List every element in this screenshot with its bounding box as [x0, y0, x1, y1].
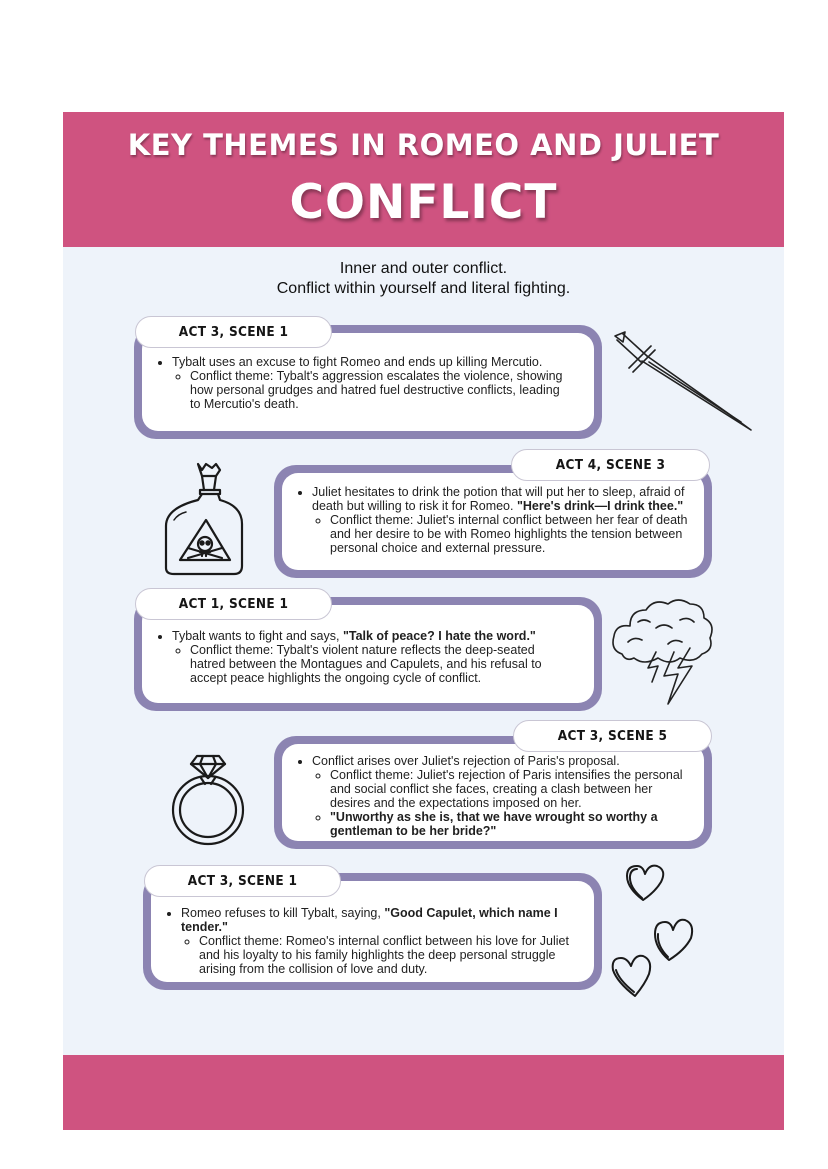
card-body [158, 355, 572, 411]
scene-tab-1: ACT 3, SCENE 1 [135, 316, 332, 348]
card-bullet [312, 485, 692, 555]
scene-tab-5: ACT 3, SCENE 1 [144, 865, 341, 897]
header-band [63, 112, 784, 247]
sword-icon [611, 328, 759, 434]
bullet-quote: "Here's drink—I drink thee." [516, 499, 684, 513]
bullet-text: Juliet hesitates to drink the potion that will put her to sleep, afraid of death but willing to risk it for Romeo. [312, 485, 685, 513]
card-body [158, 629, 572, 685]
bullet-quote: "Talk of peace? I hate the word." [342, 629, 536, 643]
card-body [298, 485, 692, 555]
card-bullet [312, 754, 692, 838]
footer-band [63, 1055, 784, 1130]
bullet-text: Tybalt uses an excuse to fight Romeo and ends up killing Mercutio. [172, 355, 543, 369]
intro-line-2: Conflict within yourself and literal fighting. [276, 280, 571, 297]
card-sub-bullet: ◦ Conflict theme: Romeo's internal conflict between his love for Juliet and his loyalty to his family highlights the deep personal struggle arising from the collision of love and duty. [199, 934, 572, 976]
scene-tab-3: ACT 1, SCENE 1 [135, 588, 332, 620]
card-bullet [181, 906, 572, 976]
bullet-quote: "Good Capulet, which name I tender." [181, 906, 558, 934]
scene-card-4 [274, 736, 712, 849]
card-sub-bullet: ◦ Conflict theme: Juliet's rejection of Paris intensifies the personal and social conflict she faces, creating a clash between her desires and the expectations imposed on her. [330, 768, 692, 810]
diamond-ring-icon [167, 746, 251, 850]
bullet-text: Conflict arises over Juliet's rejection of Paris's proposal. [312, 754, 620, 768]
poster-title: CONFLICT [289, 175, 558, 230]
scene-card-2 [274, 465, 712, 578]
card-bullet [172, 629, 572, 685]
hearts-icon [609, 860, 699, 1000]
poison-bottle-icon [158, 460, 250, 578]
card-sub-bullet-quote [330, 810, 692, 838]
scene-tab-4: ACT 3, SCENE 5 [513, 720, 712, 752]
storm-cloud-icon [608, 592, 718, 710]
card-sub-bullet: ◦ Conflict theme: Tybalt's aggression escalates the violence, showing how personal grudges and hatred fuel destructive conflicts, leading to Mercutio's death. [190, 369, 572, 411]
intro-line-1: Inner and outer conflict. [339, 260, 508, 277]
sub-bullet-quote: "Unworthy as she is, that we have wrought so worthy a gentleman to be her bride?" [330, 810, 658, 838]
card-body [167, 906, 572, 976]
card-bullet [172, 355, 572, 411]
card-body [298, 754, 692, 838]
intro-text [63, 259, 784, 299]
poster-sheet [63, 112, 784, 1130]
card-sub-bullet: ◦ Conflict theme: Tybalt's violent nature reflects the deep-seated hatred between the Montagues and Capulets, and his refusal to accept peace highlights the ongoing cycle of conflict. [190, 643, 572, 685]
poster-super-title: KEY THEMES IN ROMEO AND JULIET [127, 128, 720, 162]
card-sub-bullet: ◦ Conflict theme: Juliet's internal conflict between her fear of death and her desire to be with Romeo highlights the tension between personal choice and external pressure. [330, 513, 692, 555]
bullet-text: Romeo refuses to kill Tybalt, saying, [181, 906, 385, 920]
scene-tab-2: ACT 4, SCENE 3 [511, 449, 710, 481]
bullet-text: Tybalt wants to fight and says, [172, 629, 343, 643]
